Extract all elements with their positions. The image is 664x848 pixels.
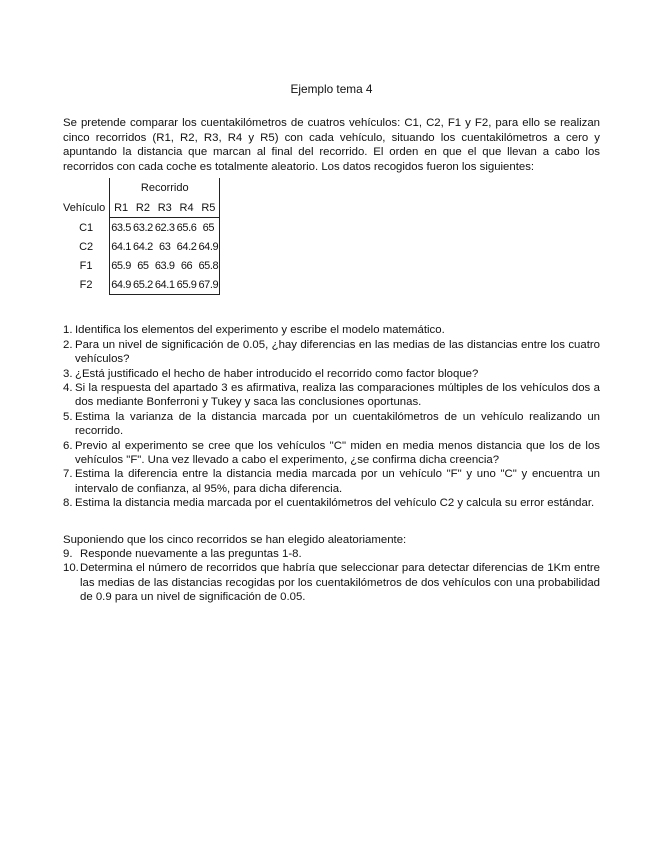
- item-number: 2.: [63, 338, 73, 351]
- table-cell: 63.9: [154, 259, 175, 272]
- list-item: [63, 381, 600, 410]
- list-item: [63, 561, 600, 604]
- table-cell: 62.3: [154, 218, 176, 238]
- table-cell: 64.1: [110, 237, 132, 256]
- table-cell: 64.1: [154, 275, 176, 295]
- item-number: 6.: [63, 439, 73, 452]
- empty-corner: [63, 178, 110, 198]
- item-text: ¿Está justificado el hecho de haber introducido el recorrido como factor bloque?: [75, 367, 479, 380]
- item-text: Responde nuevamente a las preguntas 1-8.: [80, 548, 302, 561]
- list-item: [63, 496, 600, 510]
- table-cell: 65.9: [110, 256, 132, 275]
- item-text: Previo al experimento se cree que los vehículos "C" miden en media menos distancia que los de los vehículos "F". Una vez llevado a cabo el experimento, ¿se confirma dicha creencia?: [75, 439, 600, 467]
- item-text: Identifica los elementos del experimento y escribe el modelo matemático.: [75, 324, 445, 337]
- column-header: R1: [110, 198, 132, 218]
- document-page: [63, 82, 600, 605]
- second-intro: Suponiendo que los cinco recorridos se han elegido aleatoriamente:: [63, 533, 407, 546]
- item-text: Estima la varianza de la distancia marcada por un cuentakilómetros de un vehículo realizando un recorrido.: [75, 410, 600, 438]
- column-header: R5: [197, 198, 219, 218]
- row-label: F1: [79, 259, 93, 272]
- table-cell: 65.6: [176, 218, 198, 238]
- table-cell: 65.8: [197, 256, 219, 275]
- item-number: 9.: [63, 548, 73, 561]
- item-text: Estima la diferencia entre la distancia media marcada por un vehículo "F" y uno "C" y encuentra un intervalo de confianza, al 95%, para dicha diferencia.: [75, 468, 600, 495]
- item-text: Estima la distancia media marcada por el cuentakilómetros del vehículo C2 y calcula su error estándar.: [75, 497, 595, 510]
- group-header: Recorrido: [110, 178, 220, 198]
- row-label: C1: [79, 221, 94, 234]
- list-item: [63, 467, 600, 496]
- data-table: [63, 178, 220, 295]
- list-item: [63, 323, 600, 337]
- table-cell: 65: [137, 259, 149, 272]
- table-row: [63, 275, 220, 295]
- table-cell: 64.2: [133, 240, 153, 253]
- table-cell: 65.9: [176, 275, 198, 295]
- item-number: 5.: [63, 410, 73, 423]
- item-number: 7.: [63, 468, 73, 481]
- column-header: R3: [157, 201, 172, 214]
- table-cell: 63: [159, 240, 171, 253]
- table-row: [63, 237, 220, 256]
- column-header: R4: [179, 201, 194, 214]
- document-title: Ejemplo tema 4: [290, 82, 373, 96]
- column-header: R2: [135, 201, 150, 214]
- row-label: C2: [79, 240, 94, 253]
- list-item: [63, 410, 600, 439]
- item-text: Si la respuesta del apartado 3 es afirmativa, realiza las comparaciones múltiples de los vehículos dos a dos mediante Bonferroni y Tukey y saca las conclusiones oportunas.: [75, 382, 600, 409]
- table-cell: 63.5: [110, 218, 132, 238]
- table-cell: 64.9: [110, 275, 132, 295]
- intro-paragraph: Se pretende comparar los cuentakilómetros de cuatros vehículos: C1, C2, F1 y F2, para ello se realizan cinco recorridos (R1, R2, R3, R4 y R5) con cada vehículo, situando los cuentakilómetros a cero y apuntando la distancia que marcan al final del recorrido. El orden en que el que llevan a cabo los recorridos con cada coche es totalmente aleatorio. Los datos recogidos fueron los siguientes:: [63, 117, 600, 173]
- questions-list-2: [63, 547, 600, 605]
- table-cell: 66: [180, 259, 193, 272]
- item-text: Determina el número de recorridos que habría que seleccionar para detectar diferencias de 1Km entre las medias de las distancias recogidas por los cuentakilómetros de dos vehículos con una probabilidad de 0.9 para un nivel de significación de 0.05.: [80, 562, 600, 604]
- row-header: Vehículo: [63, 202, 106, 215]
- table-cell: 63.2: [132, 218, 154, 238]
- item-number: 1.: [63, 324, 73, 337]
- item-number: 3.: [63, 367, 73, 380]
- table-cell: 65.2: [132, 275, 154, 295]
- table-row: [63, 218, 220, 238]
- item-number: 8.: [63, 497, 73, 510]
- table-row: [63, 256, 220, 275]
- row-label: F2: [79, 279, 93, 292]
- item-text: Para un nivel de significación de 0.05, ¿hay diferencias en las medias de las distancias entre los cuatro vehículos?: [75, 338, 600, 366]
- list-item: [63, 547, 600, 561]
- table-cell: 67.9: [197, 275, 219, 295]
- list-item: [63, 338, 600, 367]
- list-item: [63, 367, 600, 381]
- item-number: 10.: [63, 562, 79, 575]
- questions-list: [63, 323, 600, 510]
- list-item: [63, 439, 600, 468]
- table-cell: 64.2: [176, 240, 197, 253]
- item-number: 4.: [63, 382, 73, 394]
- table-cell: 65: [197, 218, 219, 238]
- table-cell: 64.9: [197, 237, 219, 256]
